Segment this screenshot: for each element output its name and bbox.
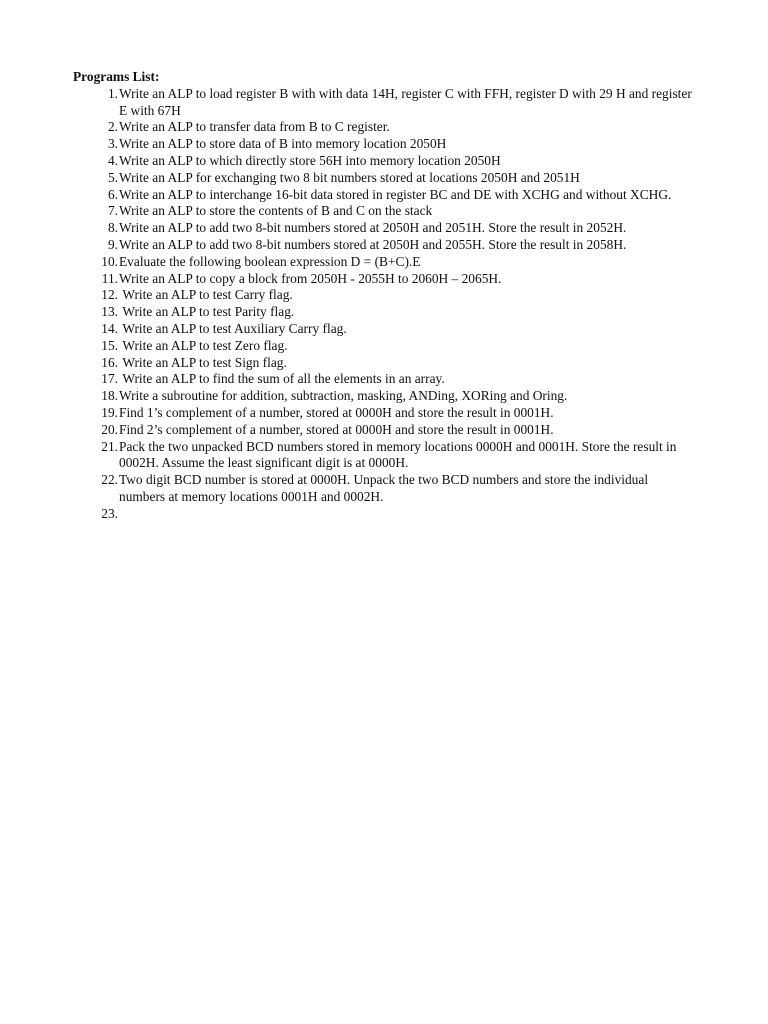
list-item-text: Write an ALP to test Sign flag.: [119, 354, 287, 370]
list-item: [73, 220, 693, 237]
list-item-text: Write a subroutine for addition, subtraction, masking, ANDing, XORing and Oring.: [119, 388, 568, 404]
list-item-text: Write an ALP to interchange 16-bit data stored in register BC and DE with XCHG and without XCHG.: [119, 186, 672, 202]
list-item-number: 4.: [107, 152, 118, 168]
list-item: [73, 136, 693, 153]
list-item-number: 23.: [101, 505, 118, 521]
programs-list: [73, 85, 696, 523]
list-item-text: Write an ALP for exchanging two 8 bit numbers stored at locations 2050H and 2051H: [119, 169, 580, 185]
list-item: [73, 187, 693, 204]
list-item: [73, 405, 693, 422]
list-item: [73, 153, 693, 170]
list-item-text: Write an ALP to test Zero flag.: [119, 337, 288, 353]
list-item-number: 11.: [101, 270, 118, 286]
list-item-number: 2.: [107, 119, 118, 135]
list-item-text: Write an ALP to add two 8-bit numbers stored at 2050H and 2055H. Store the result in 2058H.: [119, 236, 627, 252]
list-item-number: 1.: [107, 85, 118, 101]
list-item-number: 7.: [107, 203, 118, 219]
list-item-text: Write an ALP to test Auxiliary Carry flag.: [119, 320, 347, 336]
list-item-text: Write an ALP to store the contents of B and C on the stack: [119, 203, 433, 219]
list-item-text: Two digit BCD number is stored at 0000H. Unpack the two BCD numbers and store the individual numbers at memory locations 0001H and 0002H.: [119, 472, 652, 504]
list-item-text: Write an ALP to test Parity flag.: [119, 304, 295, 320]
list-item: [73, 321, 693, 338]
list-item-number: 12.: [101, 287, 118, 303]
list-item-text: Find 1’s complement of a number, stored at 0000H and store the result in 0001H.: [119, 404, 554, 420]
document-content: [73, 69, 696, 523]
list-item-number: 17.: [101, 371, 118, 387]
list-item: [73, 237, 693, 254]
list-item: [73, 338, 693, 355]
list-item-number: 15.: [101, 337, 118, 353]
list-item-text: Write an ALP to load register B with with data 14H, register C with FFH, register D with 29 H and register E with 67H: [119, 85, 696, 118]
list-item: [73, 472, 693, 506]
list-item: [73, 254, 693, 271]
list-item: [73, 506, 693, 523]
list-item: [73, 287, 693, 304]
list-item-number: 8.: [107, 220, 118, 236]
list-item: [73, 119, 693, 136]
list-item-number: 10.: [101, 253, 118, 269]
list-item-text: Write an ALP to store data of B into memory location 2050H: [119, 136, 447, 152]
list-item-number: 18.: [101, 388, 118, 404]
list-item-text: Write an ALP to find the sum of all the elements in an array.: [119, 371, 445, 387]
list-item-number: 21.: [101, 438, 118, 454]
list-item: [73, 271, 693, 288]
list-item: [73, 203, 693, 220]
list-item-text: Find 2’s complement of a number, stored at 0000H and store the result in 0001H.: [119, 421, 554, 437]
list-item-number: 6.: [107, 186, 118, 202]
list-item: [73, 371, 693, 388]
list-item: [73, 439, 693, 473]
list-item-number: 13.: [101, 304, 118, 320]
list-item-number: 14.: [101, 320, 118, 336]
list-item: [73, 304, 693, 321]
list-item-text: Write an ALP to test Carry flag.: [119, 287, 293, 303]
list-item-text: Write an ALP to copy a block from 2050H - 2055H to 2060H – 2065H.: [119, 270, 502, 286]
list-item-number: 20.: [101, 421, 118, 437]
list-item: [73, 355, 693, 372]
list-item: [73, 170, 693, 187]
list-item: [73, 85, 696, 120]
list-item-number: 3.: [107, 136, 118, 152]
list-item: [73, 388, 693, 405]
programs-list-heading: Programs List:: [73, 69, 160, 84]
list-item-number: 16.: [101, 354, 118, 370]
list-item-text: Write an ALP to which directly store 56H into memory location 2050H: [119, 152, 501, 168]
list-item: [73, 422, 693, 439]
list-item-text: Write an ALP to add two 8-bit numbers stored at 2050H and 2051H. Store the result in 2052H.: [119, 220, 627, 236]
list-item-number: 19.: [101, 404, 118, 420]
list-item-text: Write an ALP to transfer data from B to C register.: [119, 119, 390, 135]
list-item-number: 5.: [107, 169, 118, 185]
list-item-number: 9.: [107, 236, 118, 252]
list-item-number: 22.: [101, 472, 118, 488]
list-item-text: Pack the two unpacked BCD numbers stored in memory locations 0000H and 0001H. Store the result in 0002H. Assume the least significant digit is at 0000H.: [119, 438, 680, 471]
list-item-text: Evaluate the following boolean expression D = (B+C).E: [119, 253, 421, 269]
